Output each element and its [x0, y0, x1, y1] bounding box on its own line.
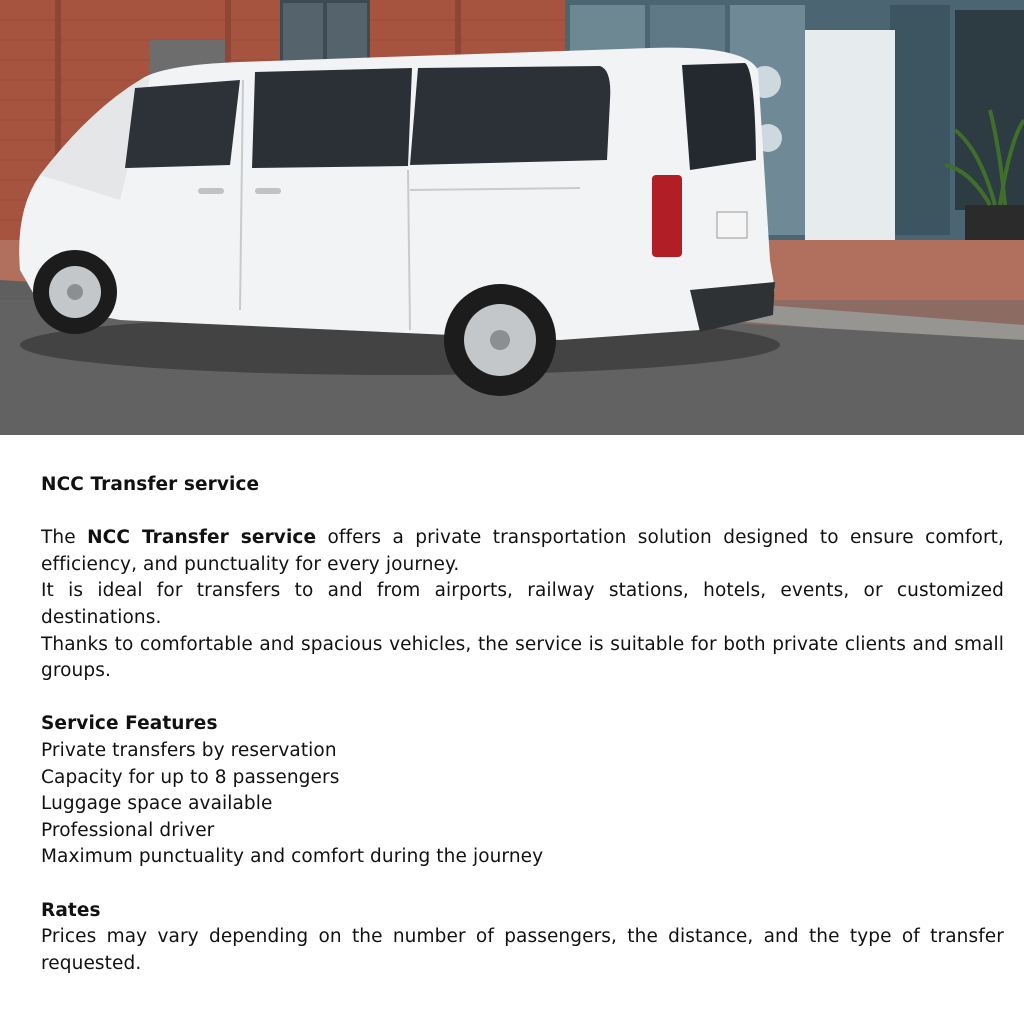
article	[41, 472, 1004, 977]
intro-paragraph	[41, 525, 1004, 578]
vehicles-paragraph: Thanks to comfortable and spacious vehicles, the service is suitable for both private clients and small groups.	[41, 633, 1004, 682]
intro-prefix: The	[41, 527, 88, 549]
list-item: Professional driver	[41, 819, 215, 841]
features-heading: Service Features	[41, 713, 218, 735]
article-title: NCC Transfer service	[41, 474, 260, 495]
spacer	[41, 871, 1004, 898]
destinations-paragraph: It is ideal for transfers to and from airports, railway stations, hotels, events, or customized destinations.	[41, 580, 1004, 628]
intro-suffix: offers a private transportation solution designed to ensure comfort, efficiency, and punctuality for every journey.	[41, 527, 1004, 575]
rates-heading: Rates	[41, 899, 101, 921]
spacer	[41, 685, 1004, 712]
features-list	[41, 738, 1004, 871]
list-item: Maximum punctuality and comfort during the journey	[41, 846, 544, 868]
hero-photo	[0, 0, 1024, 435]
list-item: Capacity for up to 8 passengers	[41, 766, 340, 788]
rates-paragraph: Prices may vary depending on the number of passengers, the distance, and the type of transfer requested.	[41, 926, 1004, 974]
list-item: Private transfers by reservation	[41, 739, 337, 761]
list-item: Luggage space available	[41, 793, 273, 815]
van-illustration	[0, 0, 1024, 435]
intro-strong: NCC Transfer service	[87, 527, 317, 549]
spacer	[41, 499, 1004, 526]
